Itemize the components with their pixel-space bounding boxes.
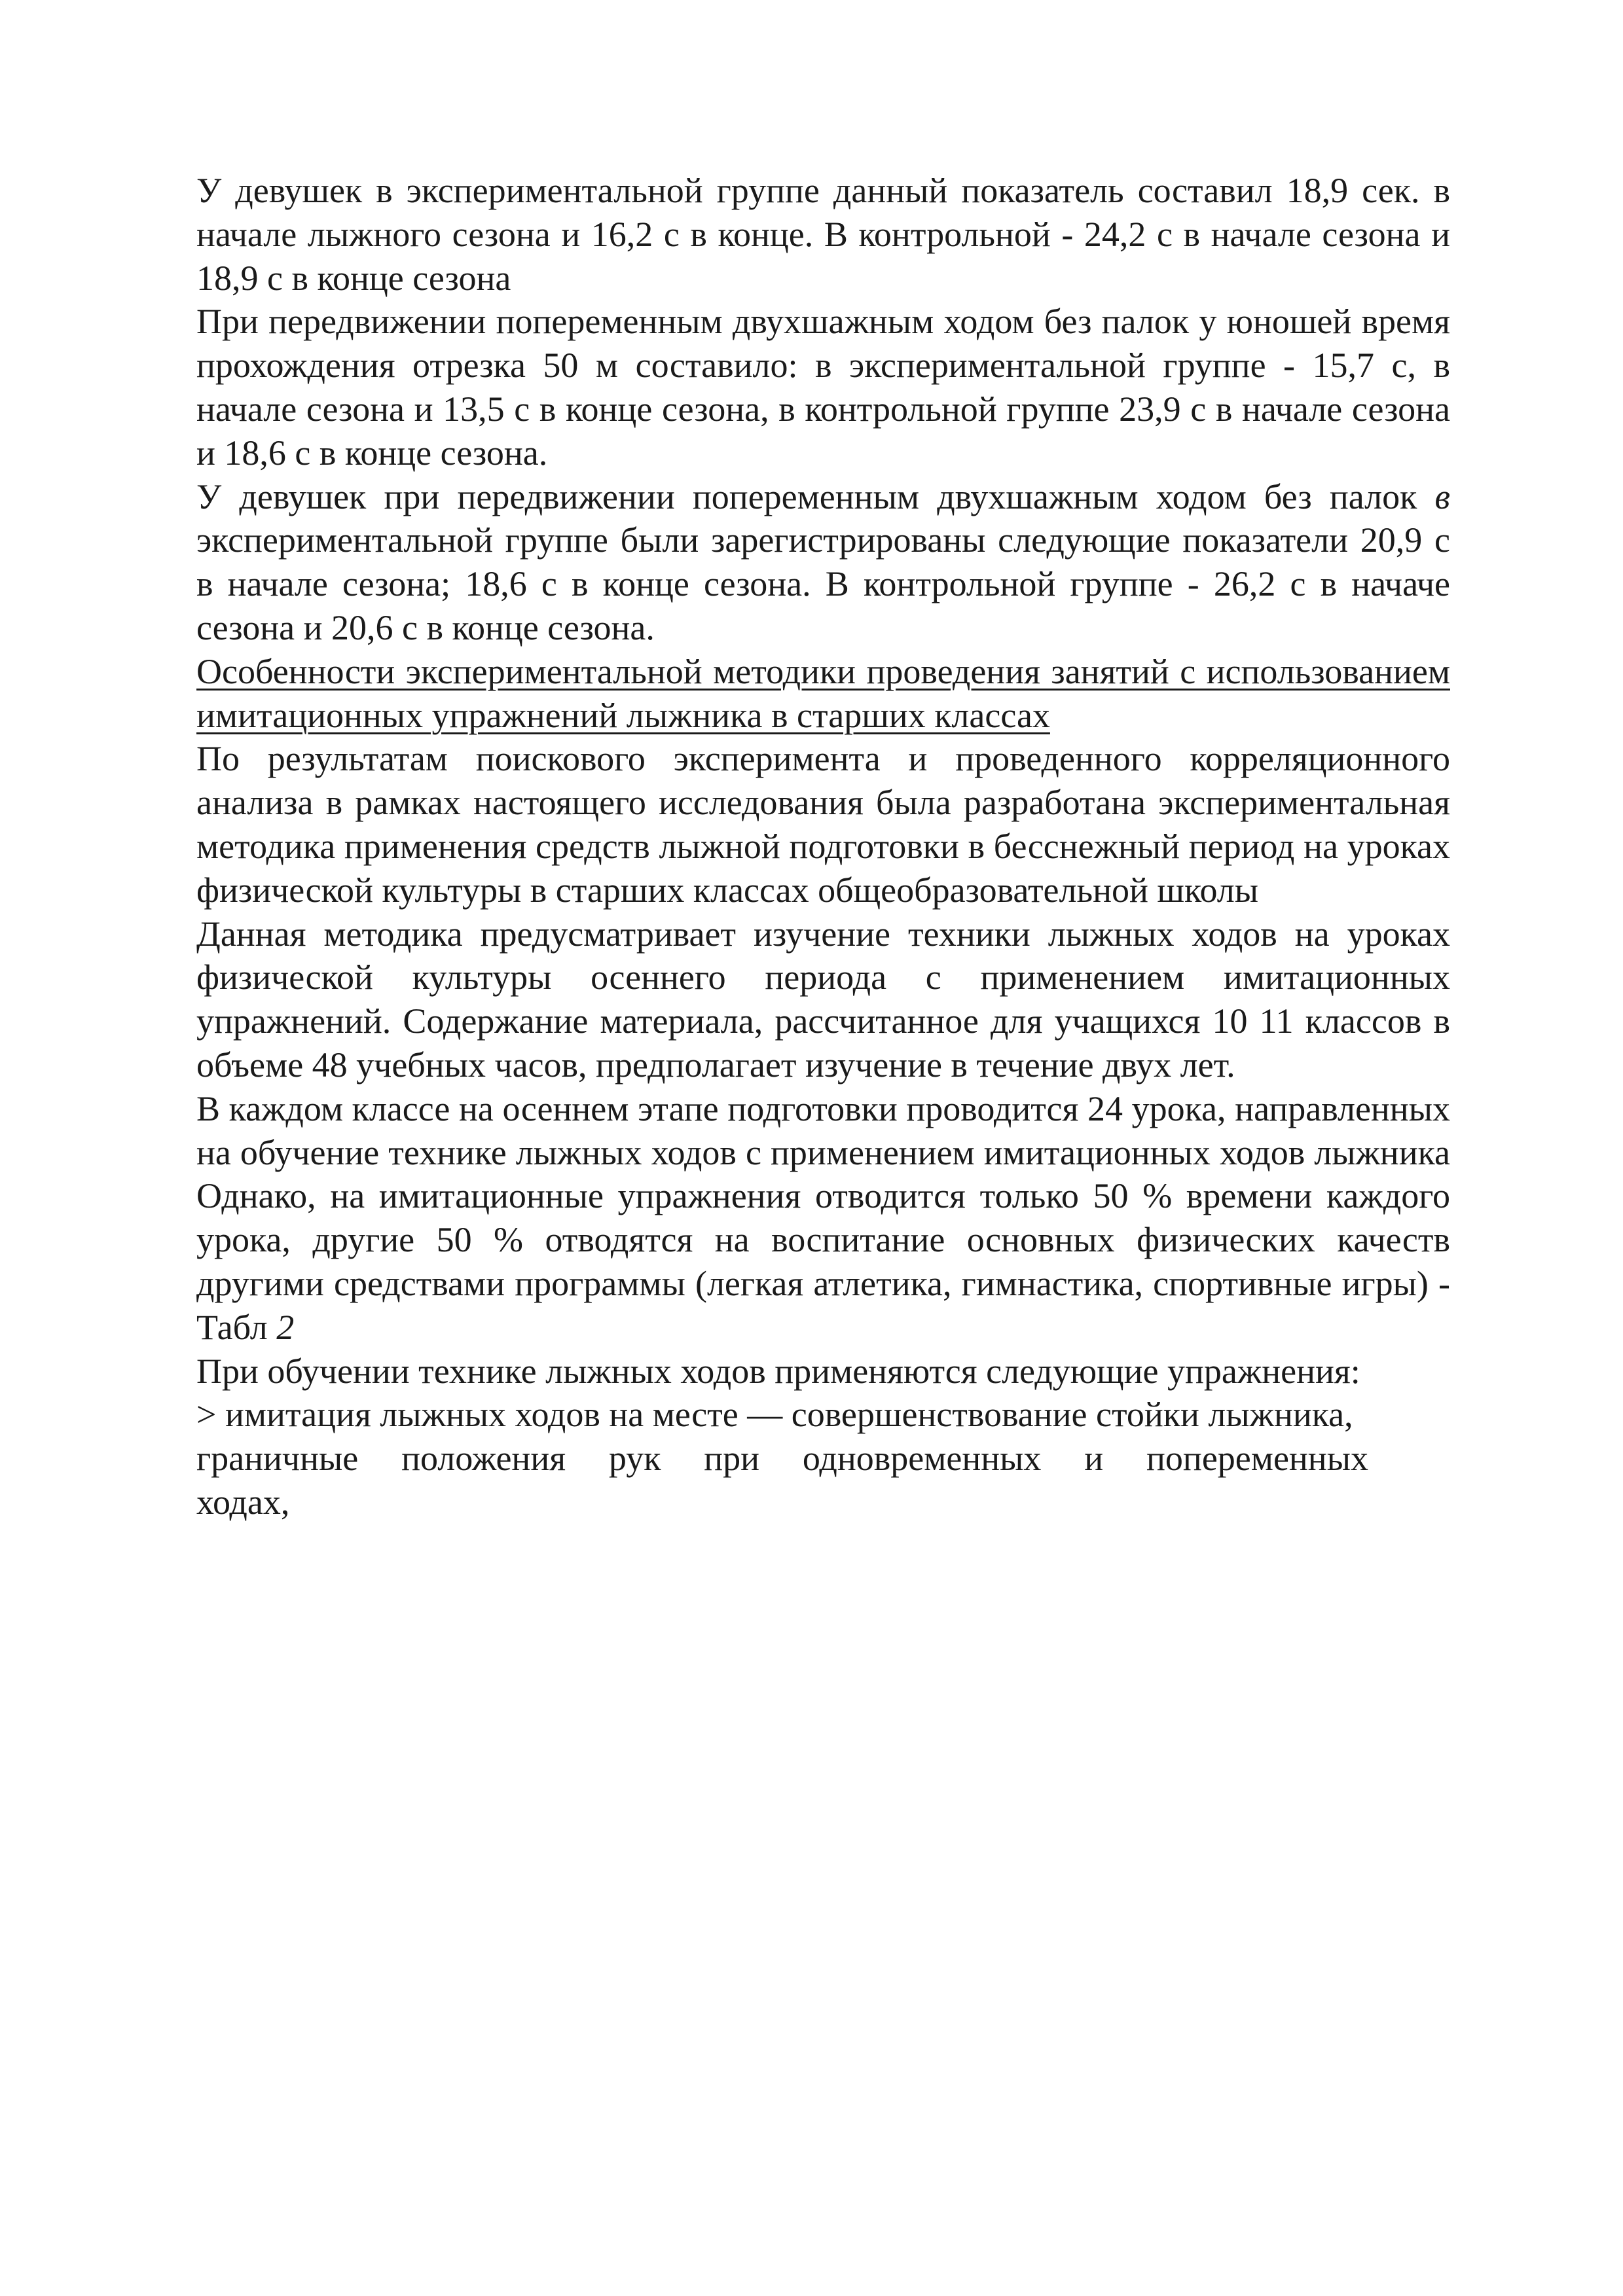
exercise-line-2: граничные положения рук при одновременных и попеременных bbox=[196, 1439, 1368, 1479]
paragraph-6 bbox=[196, 1087, 1450, 1350]
exercise-list-item bbox=[196, 1393, 1450, 1524]
paragraph-6-text: В каждом классе на осеннем этапе подготовки проводится 24 урока, направленных на обучение технике лыжных ходов с применением имитационных ходов лыжника Однако, на имитационные упражнения отводится только 50 % времени каждого урока, другие 50 % отводятся на воспитание основных физических качеств другими средствами программы (легкая атлетика, гимнастика, спортивные игры) - Табл bbox=[196, 1088, 1450, 1347]
document-page bbox=[196, 169, 1450, 1524]
paragraph-5: Данная методика предусматривает изучение техники лыжных ходов на уроках физической культуры осеннего периода с применением имитационных упражнений. Содержание материала, рассчитанное для учащихся 10 11 классов в объеме 48 учебных часов, предполагает изучение в течение двух лет. bbox=[196, 914, 1450, 1085]
paragraph-3-italic-prep: в bbox=[1434, 476, 1450, 516]
paragraph-4: По результатам поискового эксперимента и проведенного корреляционного анализа в рамках настоящего исследования была разработана экспериментальная методика применения средств лыжной подготовки в бесснежный период на уроках физической культуры в старших классах общеобразовательной школы bbox=[196, 739, 1450, 910]
paragraph-3 bbox=[196, 475, 1450, 650]
paragraph-2: При передвижении попеременным двухшажным ходом без палок у юношей время прохождения отрезка 50 м составило: в экспериментальной группе - 15,7 с, в начале сезона и 13,5 с в конце сезона, в контрольной группе 23,9 с в начале сезона и 18,6 с в конце сезона. bbox=[196, 302, 1450, 473]
paragraph-1: У девушек в экспериментальной группе данный показатель составил 18,9 сек. в начале лыжного сезона и 16,2 с в конце. В контрольной - 24,2 с в начале сезона и 18,9 с в конце сезона bbox=[196, 171, 1450, 298]
paragraph-3-rest: экспериментальной группе были зарегистрированы следующие показатели 20,9 с в начале сезона; 18,6 с в конце сезона. В контрольной группе - 26,2 с в начаче сезона и 20,6 с в конце сезона. bbox=[196, 520, 1450, 647]
exercise-line-1: > имитация лыжных ходов на месте — совершенствование стойки лыжника, bbox=[196, 1395, 1353, 1435]
paragraph-7: При обучении технике лыжных ходов применяются следующие упражнения: bbox=[196, 1351, 1360, 1391]
table-number: 2 bbox=[276, 1307, 295, 1347]
exercise-line-3: ходах, bbox=[196, 1482, 290, 1522]
section-heading: Особенности экспериментальной методики проведения занятий с использованием имитационных упражнений лыжника в старших классах bbox=[196, 651, 1450, 735]
paragraph-3-line-1: У девушек при передвижении попеременным двухшажным ходом без палок bbox=[196, 476, 1417, 516]
